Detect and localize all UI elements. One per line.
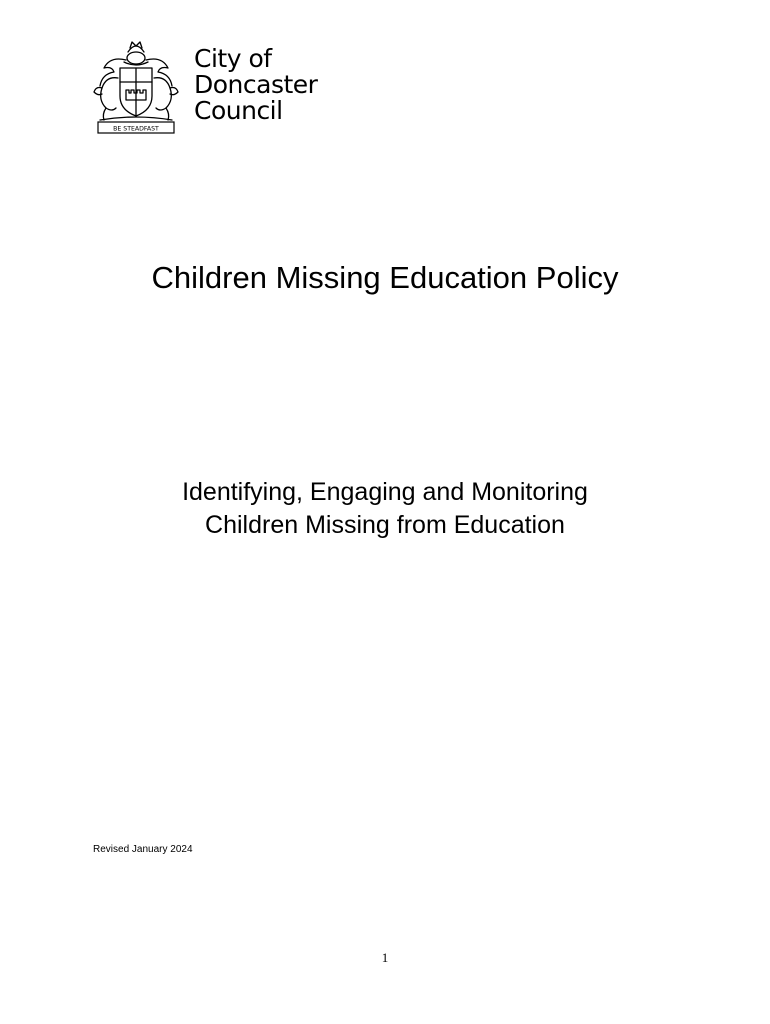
council-name-line-1: City of	[194, 44, 272, 73]
subtitle-line-2: Children Missing from Education	[205, 511, 565, 539]
council-name	[194, 46, 317, 124]
council-logo	[88, 38, 328, 136]
logo-motto: BE STEADFAST	[113, 125, 159, 133]
revision-date: Revised January 2024	[93, 844, 193, 855]
document-title: Children Missing Education Policy	[151, 260, 619, 295]
council-name-line-2: Doncaster	[194, 70, 318, 99]
coat-of-arms-icon	[88, 38, 184, 136]
document-subtitle	[0, 476, 770, 542]
council-name-line-3: Council	[194, 96, 283, 125]
subtitle-line-1: Identifying, Engaging and Monitoring	[182, 478, 588, 506]
page-number: 1	[381, 950, 389, 965]
